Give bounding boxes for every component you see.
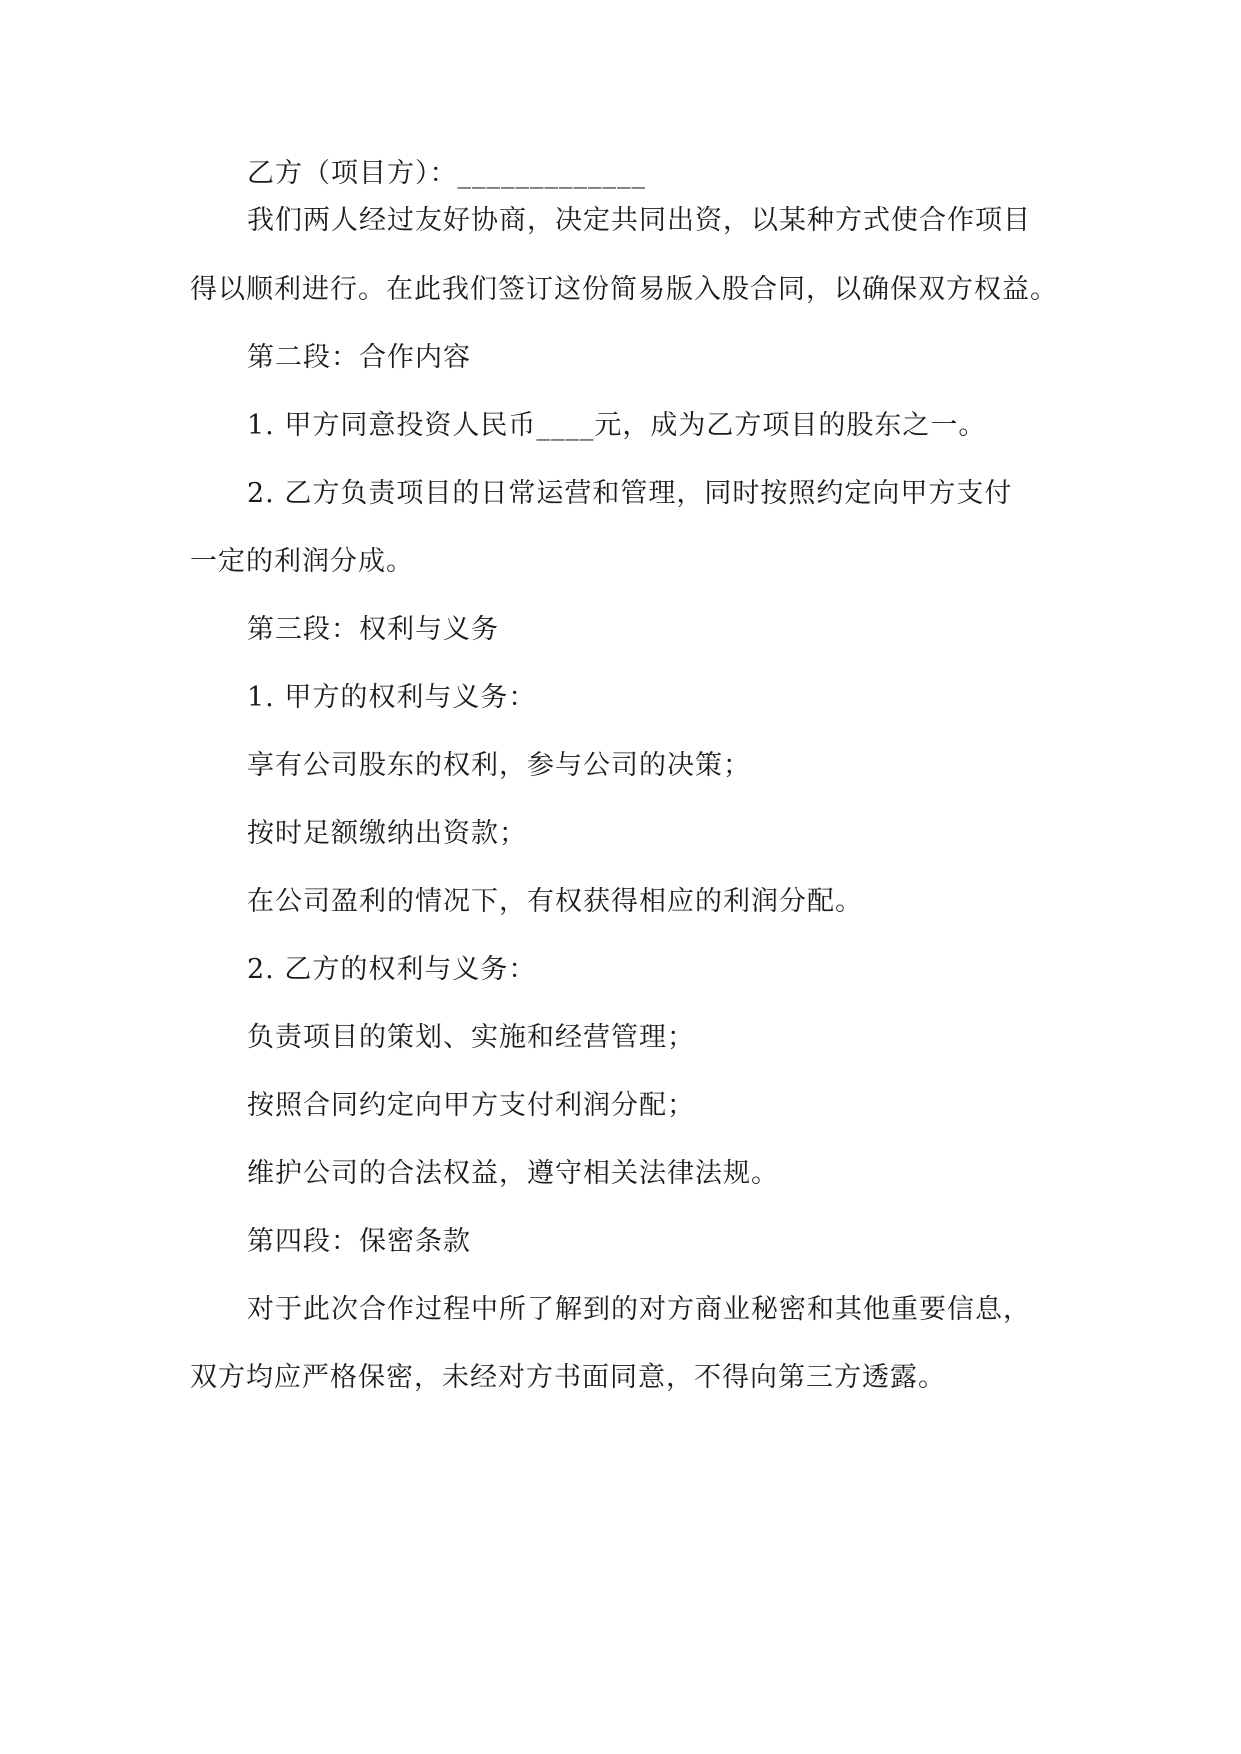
party-a-right-item: 按时足额缴纳出资款； — [247, 818, 527, 849]
party-a-rights-title: 1. 甲方的权利与义务： — [247, 682, 537, 713]
section-2-heading: 第二段：合作内容 — [247, 342, 471, 373]
section-4-heading: 第四段：保密条款 — [247, 1226, 471, 1257]
section-2-item-2-line-1: 2. 乙方负责项目的日常运营和管理，同时按照约定向甲方支付 — [247, 478, 1013, 509]
party-a-right-item: 享有公司股东的权利，参与公司的决策； — [247, 750, 751, 781]
party-b-line: 乙方（项目方）：_____________ — [247, 158, 646, 189]
party-b-right-item: 维护公司的合法权益，遵守相关法律法规。 — [247, 1158, 779, 1189]
party-a-right-item: 在公司盈利的情况下，有权获得相应的利润分配。 — [247, 886, 863, 917]
intro-paragraph-line-1: 我们两人经过友好协商，决定共同出资，以某种方式使合作项目 — [247, 205, 1031, 236]
confidentiality-line-1: 对于此次合作过程中所了解到的对方商业秘密和其他重要信息， — [247, 1294, 1031, 1325]
section-2-item-1: 1. 甲方同意投资人民币____元，成为乙方项目的股东之一。 — [247, 410, 987, 441]
party-b-right-item: 按照合同约定向甲方支付利润分配； — [247, 1090, 695, 1121]
section-3-heading: 第三段：权利与义务 — [247, 614, 499, 645]
confidentiality-line-2: 双方均应严格保密，未经对方书面同意，不得向第三方透露。 — [190, 1362, 946, 1393]
section-2-item-2-line-2: 一定的利润分成。 — [190, 546, 414, 577]
party-b-rights-title: 2. 乙方的权利与义务： — [247, 954, 537, 985]
intro-paragraph-line-2: 得以顺利进行。在此我们签订这份简易版入股合同，以确保双方权益。 — [190, 274, 1058, 305]
party-b-right-item: 负责项目的策划、实施和经营管理； — [247, 1022, 695, 1053]
